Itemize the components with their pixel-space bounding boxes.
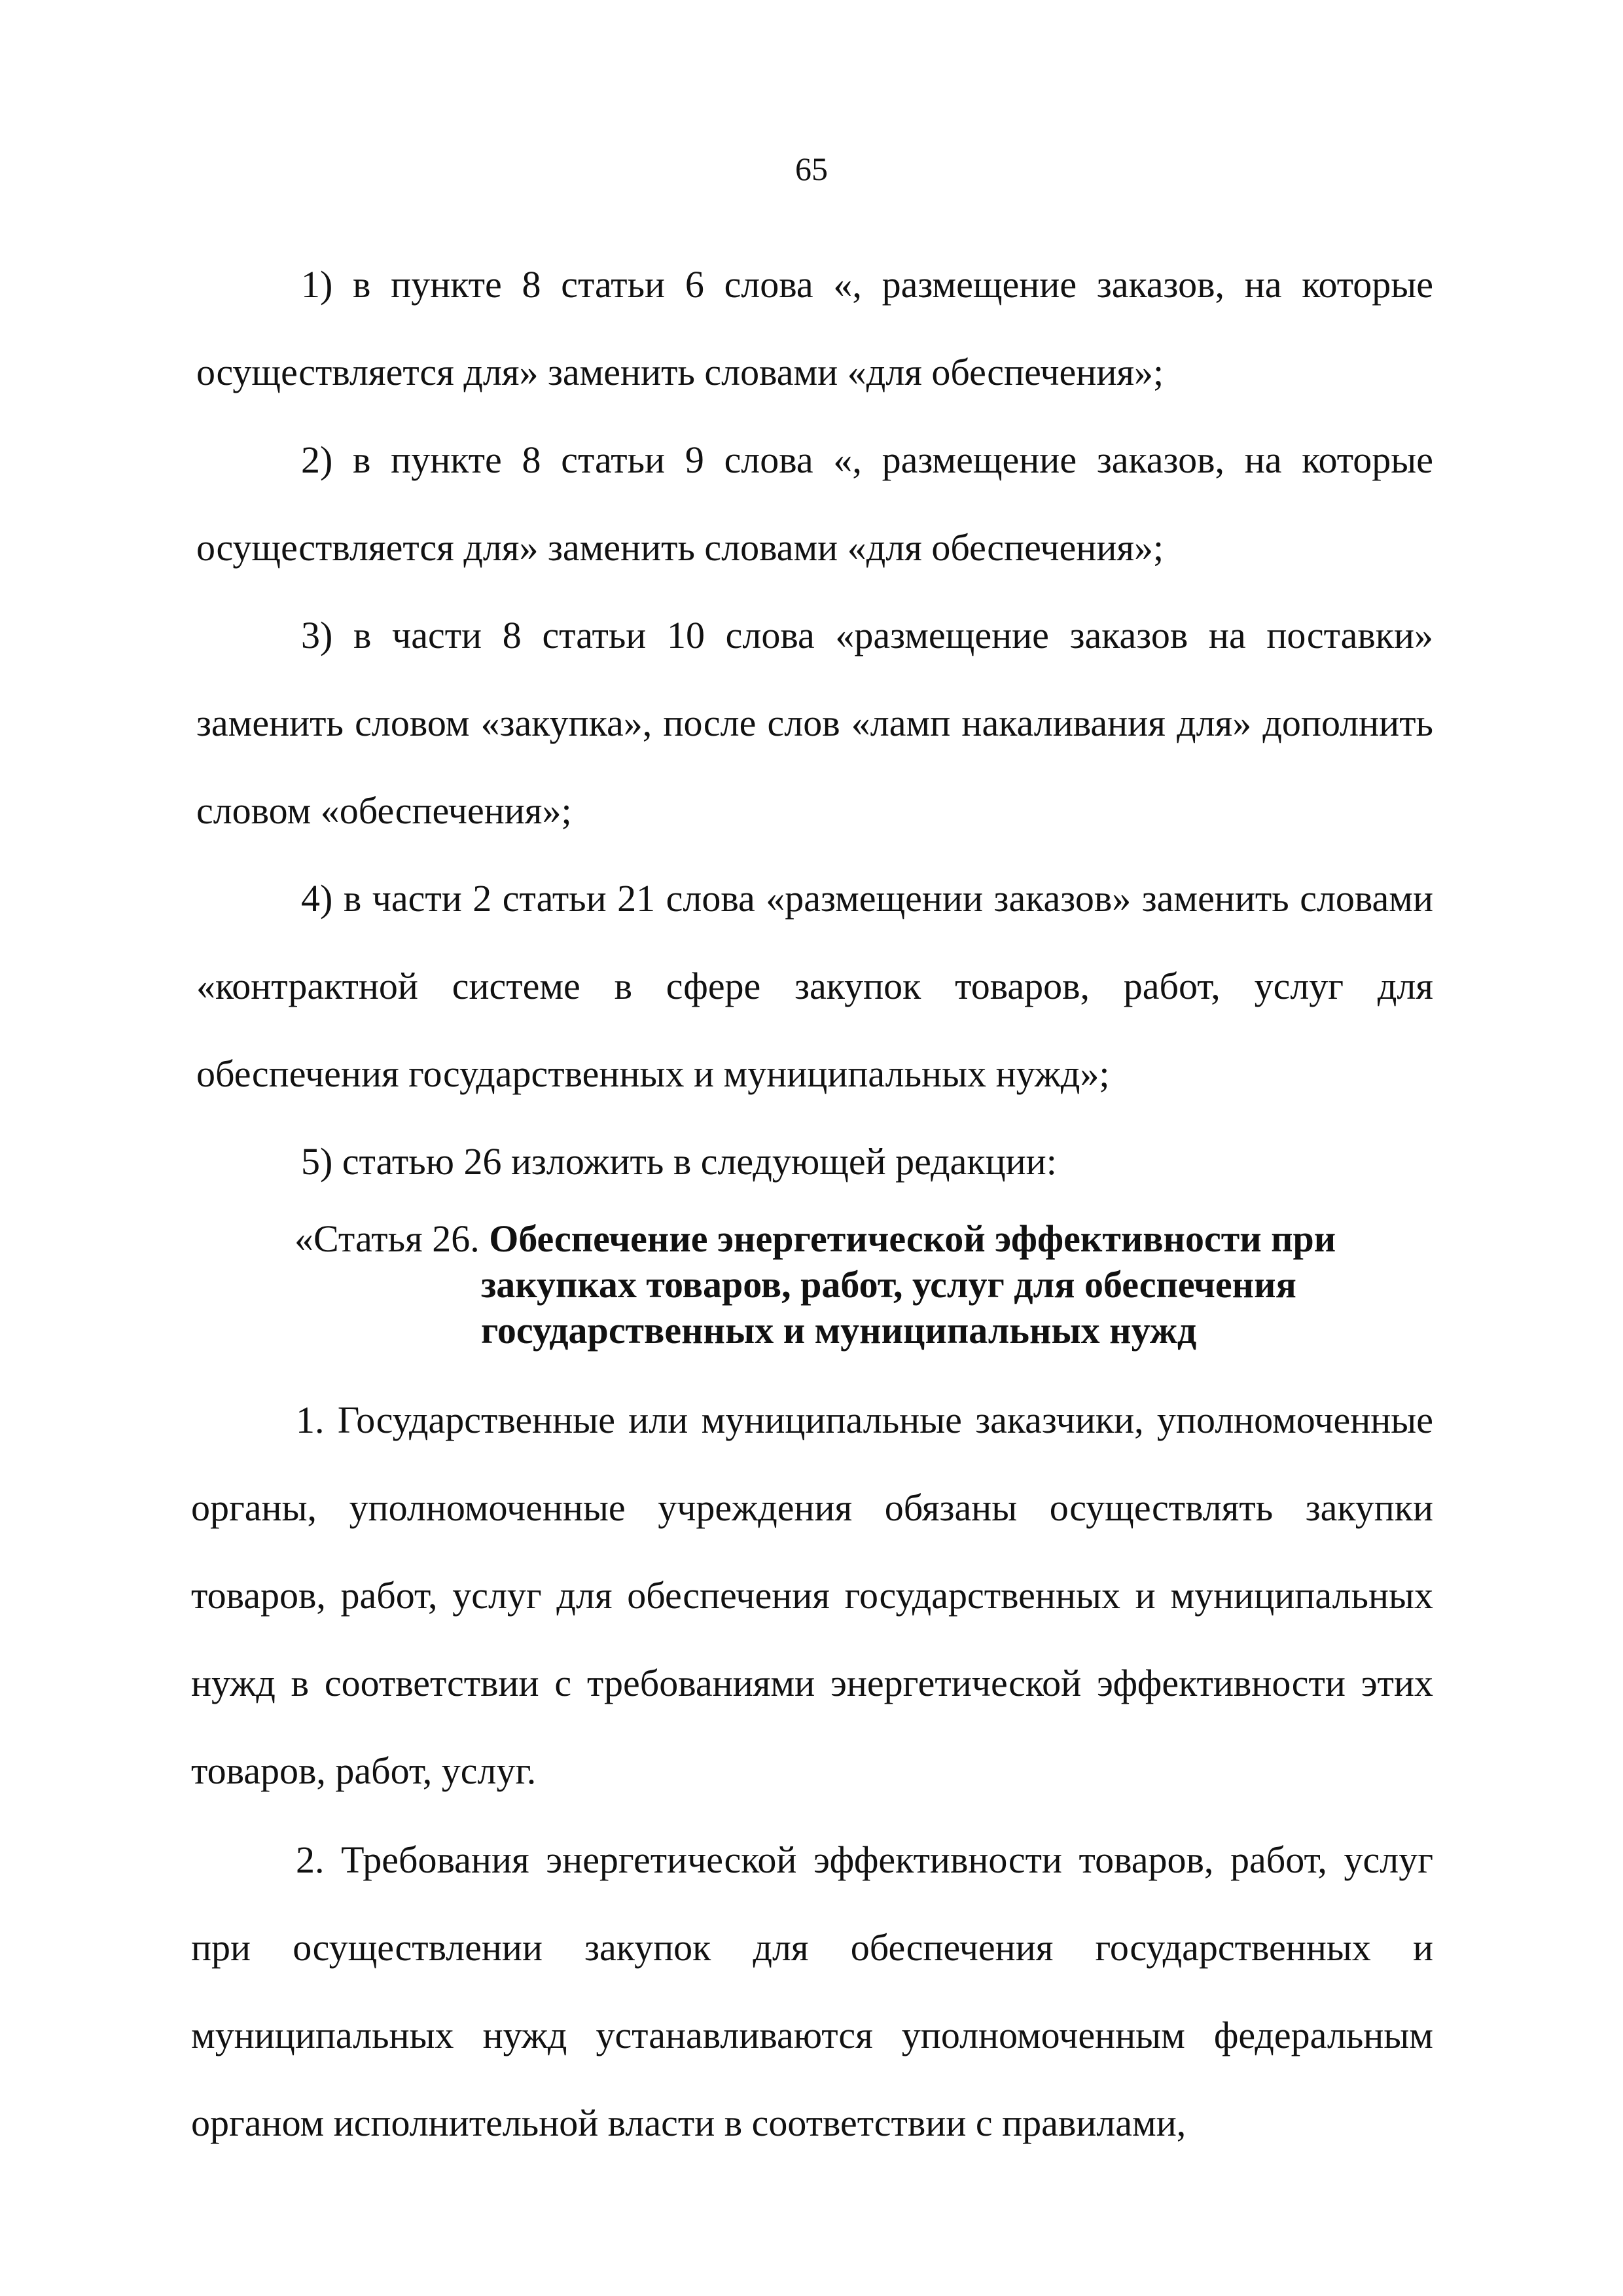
- article-heading-title-line1: Обеспечение энергетической эффективности при: [489, 1217, 1336, 1260]
- article-heading-title-line2: закупках товаров, работ, услуг для обеспечения: [481, 1263, 1296, 1306]
- paragraph-clause-1: 1. Государственные или муниципальные заказчики, уполномоченные органы, уполномоченные учреждения обязаны осуществлять закупки товаров, работ, услуг для обеспечения государственных и муниципальных нужд в соответствии с требованиями энергетической эффективности этих товаров, работ, услуг.: [191, 1399, 1433, 1792]
- paragraph-item-4: 4) в части 2 статьи 21 слова «размещении заказов» заменить словами «контрактной системе в сфере закупок товаров, работ, услуг для обеспечения государственных и муниципальных нужд»;: [196, 877, 1433, 1095]
- paragraph-item-5: 5) статью 26 изложить в следующей редакции:: [301, 1140, 1057, 1183]
- paragraph-item-3: 3) в части 8 статьи 10 слова «размещение заказов на поставки» заменить словом «закупка», после слов «ламп накаливания для» дополнить словом «обеспечения»;: [196, 614, 1433, 832]
- paragraph-item-1: 1) в пункте 8 статьи 6 слова «, размещение заказов, на которые осуществляется для» заменить словами «для обеспечения»;: [196, 263, 1433, 393]
- article-heading: [294, 1216, 1407, 1354]
- article-heading-prefix: «Статья 26.: [294, 1217, 480, 1260]
- page-number: 65: [795, 151, 828, 187]
- paragraph-item-2: 2) в пункте 8 статьи 9 слова «, размещение заказов, на которые осуществляется для» заменить словами «для обеспечения»;: [196, 439, 1433, 569]
- article-heading-title-line3: государственных и муниципальных нужд: [481, 1309, 1197, 1352]
- paragraph-clause-2: 2. Требования энергетической эффективности товаров, работ, услуг при осуществлении закупок для обеспечения государственных и муниципальных нужд устанавливаются уполномоченным федеральным органом исполнительной власти в соответствии с правилами,: [191, 1839, 1433, 2144]
